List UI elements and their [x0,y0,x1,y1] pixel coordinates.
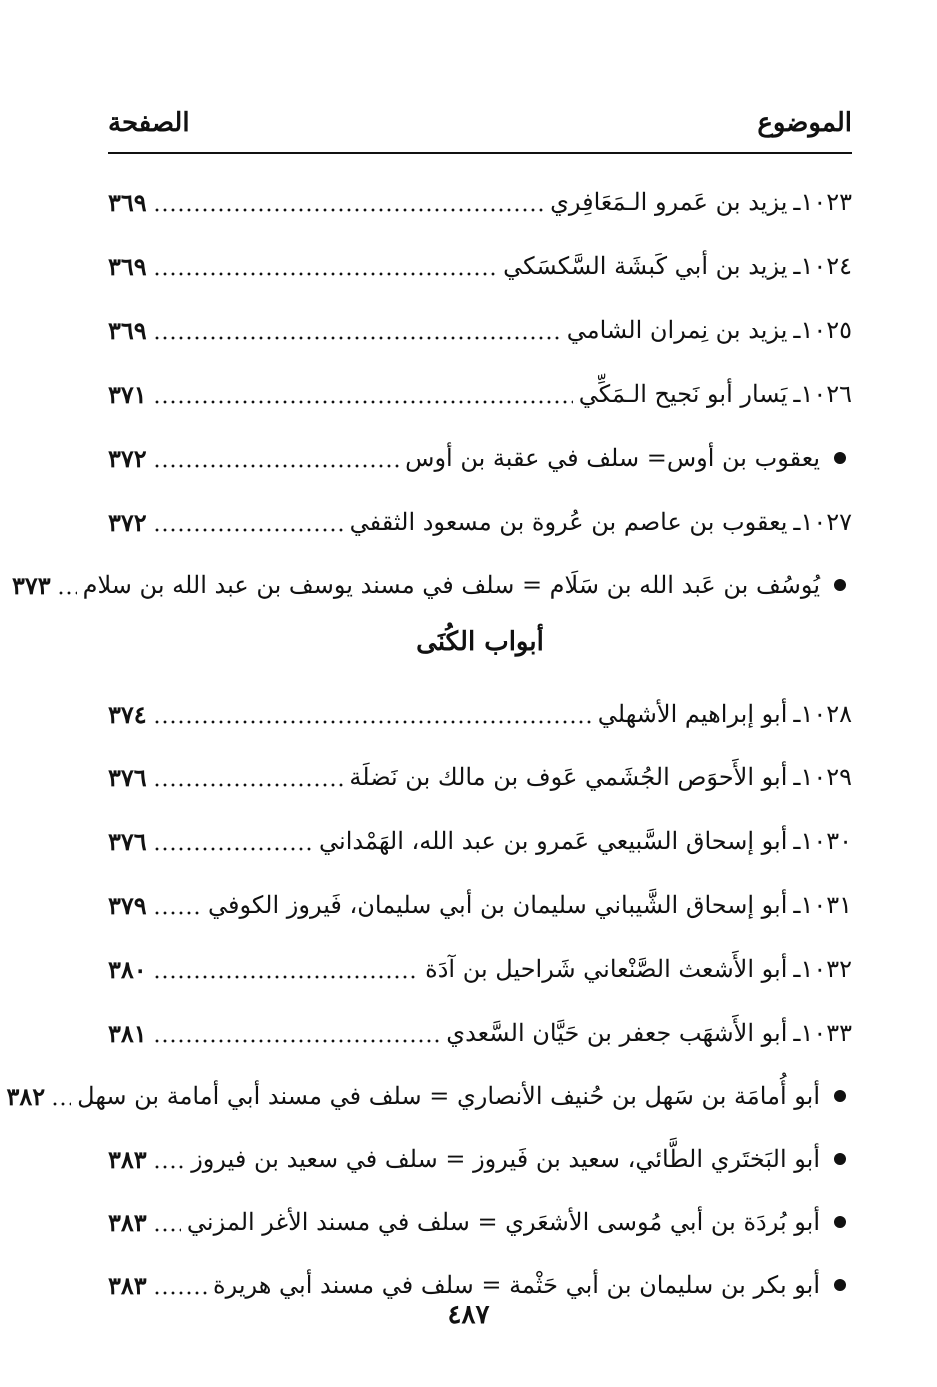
dot-leader [153,464,399,468]
list-item [108,692,852,736]
entry-number: ١٠٢٤ [800,252,852,280]
entry-title: يَسار أبو نَجيح الـمَكِّي [578,380,788,408]
entry-number: ١٠٣٣ [800,1019,852,1047]
entry-number: ١٠٣١ [800,891,852,919]
entry-separator: ـ [793,188,801,216]
entry-number: ١٠٢٨ [800,700,852,728]
entry-page-number: ٣٨٣ [108,1270,147,1300]
entry-separator: ـ [793,508,801,536]
entry-separator: ـ [793,380,801,408]
dot-leader [153,1165,186,1169]
dot-leader [153,783,344,787]
page-header [108,100,852,154]
dot-leader [153,336,561,340]
entry-title: أبو بكر بن سليمان بن أبي حَثْمة = سلف في مسند أبي هريرة [213,1271,820,1299]
entry-number: ١٠٣٢ [800,955,852,983]
bullet-icon [834,452,846,464]
list-item [108,883,852,927]
entry-number: ١٠٢٦ [800,380,852,408]
topic-column-label: الموضوع [757,108,852,138]
entry-page-number: ٣٦٩ [108,251,147,281]
entry-title: يعقوب بن أوس= سلف في عقبة بن أوس [405,444,820,472]
entry-number: ١٠٢٩ [800,763,852,791]
entry-separator: ـ [793,700,801,728]
entry-page-number: ٣٧٣ [11,570,51,600]
dot-leader [153,272,497,276]
entry-separator: ـ [793,955,801,983]
entry-page-number: ٣٧٩ [108,890,147,920]
dot-leader [153,975,419,979]
entry-separator: ـ [793,827,801,855]
entry-separator: ـ [793,316,801,344]
bullet-icon [834,1279,846,1291]
entry-separator: ـ [793,891,801,919]
entry-title: أبو أُمامَة بن سَهل بن حُنيف الأنصاري = سلف في مسند أبي أمامة بن سهل [77,1082,820,1110]
entry-number: ١٠٢٣ [800,188,852,216]
entry-page-number: ٣٨٣ [108,1144,147,1174]
entry-separator: ـ [793,763,801,791]
entry-page-number: ٣٧٦ [108,762,147,792]
entry-page-number: ٣٨٢ [6,1081,46,1111]
entry-page-number: ٣٧١ [108,379,147,409]
entry-title: يُوسُف بن عَبد الله بن سَلَام = سلف في مسند يوسف بن عبد الله بن سلام [82,571,820,599]
list-item [108,755,852,799]
list-item [108,372,852,416]
dot-leader [153,1291,207,1295]
entry-title: أبو إسحاق الشَّيباني سليمان بن أبي سليمان، فَيروز الكوفي [208,891,788,919]
entry-page-number: ٣٧٤ [108,699,147,729]
entry-page-number: ٣٦٩ [108,187,147,217]
entry-number: ١٠٢٥ [800,316,852,344]
list-item [108,1200,852,1244]
entry-title: أبو البَختَري الطَّائي، سعيد بن فَيروز = سلف في سعيد بن فيروز [191,1145,820,1173]
list-item [108,308,852,352]
entry-separator: ـ [793,1019,801,1047]
page-number: ٤٨٧ [447,1300,490,1330]
list-item [108,1137,852,1181]
bullet-icon [834,579,846,591]
list-item [108,500,852,544]
list-item [11,563,852,607]
entry-page-number: ٣٨٣ [108,1207,147,1237]
bullet-icon [834,1090,846,1102]
bullet-icon [834,1216,846,1228]
section-heading: أبواب الكُنَى [416,627,544,657]
entry-title: أبو بُردَة بن أبي مُوسى الأشعَري = سلف في مسند الأغر المزني [186,1208,820,1236]
bullet-icon [834,1153,846,1165]
dot-leader [153,720,592,724]
list-item [108,244,852,288]
entry-page-number: ٣٨٠ [108,954,147,984]
entry-title: أبو الأَشهَب جعفر بن حَيَّان السَّعدي [446,1019,788,1047]
entry-title: أبو إبراهيم الأشهلي [597,700,788,728]
dot-leader [51,1102,71,1106]
dot-leader [153,528,344,532]
entry-title: أبو الأَشعث الصَّنْعاني شَراحيل بن آدَة [425,955,788,983]
entry-number: ١٠٣٠ [800,827,852,855]
entry-page-number: ٣٧٢ [108,443,147,473]
entry-page-number: ٣٦٩ [108,315,147,345]
list-item [108,180,852,224]
dot-leader [153,1228,181,1232]
entry-page-number: ٣٨١ [108,1018,147,1048]
dot-leader [153,847,313,851]
entry-title: أبو إسحاق السَّبيعي عَمرو بن عبد الله، الهَمْداني [319,827,788,855]
entry-page-number: ٣٧٦ [108,826,147,856]
entry-title: يزيد بن نِمران الشامي [566,316,788,344]
list-item [108,819,852,863]
entry-number: ١٠٢٧ [800,508,852,536]
dot-leader [153,1039,441,1043]
entry-title: يزيد بن عَمرو الـمَعَافِري [550,188,788,216]
entry-title: أبو الأَحوَص الجُشَمي عَوف بن مالك بن نَضلَة [349,763,788,791]
entry-title: يعقوب بن عاصم بن عُروة بن مسعود الثقفي [349,508,788,536]
dot-leader [153,911,202,915]
entry-title: يزيد بن أبي كَبشَة السَّكسَكي [503,252,788,280]
entry-separator: ـ [793,252,801,280]
entry-page-number: ٣٧٢ [108,507,147,537]
page-column-label: الصفحة [108,108,190,138]
list-item [108,947,852,991]
list-item [108,436,852,480]
dot-leader [153,208,544,212]
dot-leader [57,591,77,595]
dot-leader [153,400,573,404]
list-item [108,1011,852,1055]
list-item [6,1074,852,1118]
